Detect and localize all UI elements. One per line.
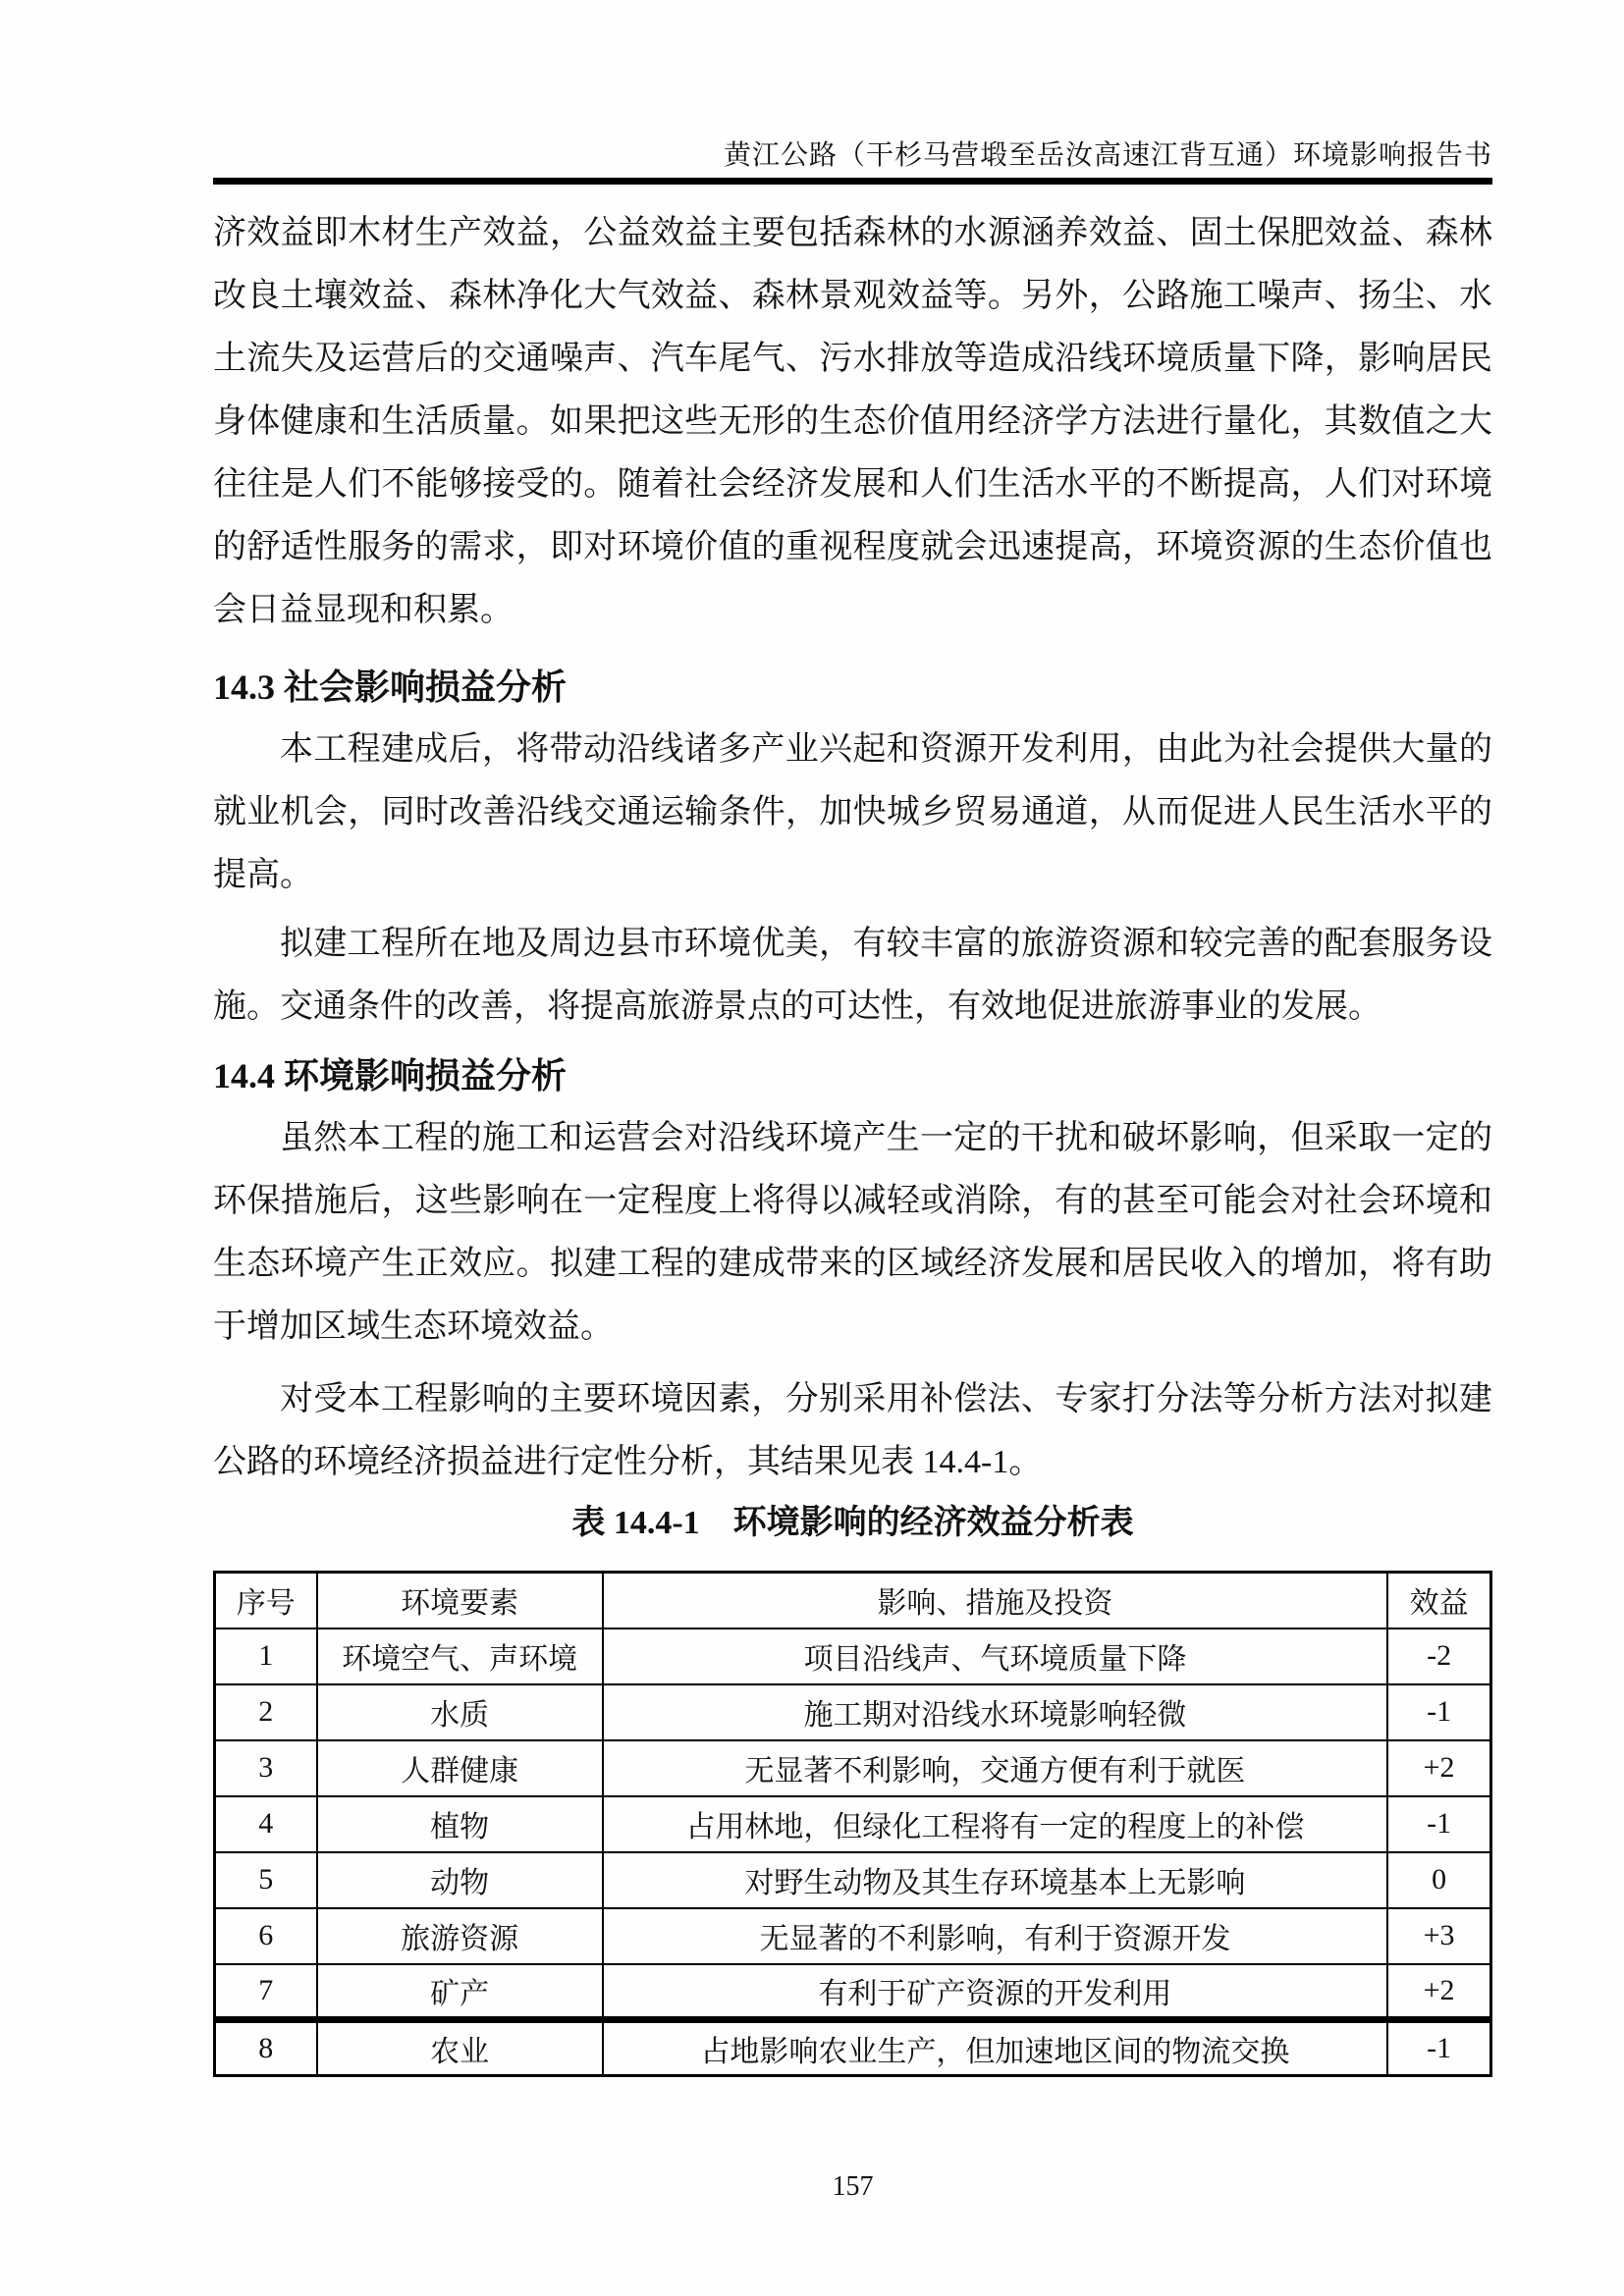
cell-impact: 项目沿线声、气环境质量下降 (603, 1629, 1388, 1684)
cell-factor: 旅游资源 (317, 1908, 603, 1964)
header-divider-rule (213, 178, 1492, 185)
section-14-4-paragraph-2: 对受本工程影响的主要环境因素，分别采用补偿法、专家打分法等分析方法对拟建公路的环境经济损益进行定性分析，其结果见表 14.4-1。 (213, 1381, 1492, 1480)
table-title: 表 14.4-1 环境影响的经济效益分析表 (571, 1505, 1134, 1541)
page-footer (213, 2171, 1492, 2203)
cell-benefit: -1 (1387, 1684, 1490, 1740)
header-cell-no: 序号 (215, 1573, 317, 1629)
paragraph-continuation: 济效益即木材生产效益，公益效益主要包括森林的水源涵养效益、固土保肥效益、森林改良土壤效益、森林净化大气效益、森林景观效益等。另外，公路施工噪声、扬尘、水土流失及运营后的交通噪声、汽车尾气、污水排放等造成沿线环境质量下降，影响居民身体健康和生活质量。如果把这些无形的生态价值用经济学方法进行量化，其数值之大往往是人们不能够接受的。随着社会经济发展和人们生活水平的不断提高，人们对环境的舒适性服务的需求，即对环境价值的重视程度就会迅速提高，环境资源的生态价值也会日益显现和积累。 (213, 215, 1492, 628)
table-row (215, 1684, 1491, 1740)
table-row (215, 1852, 1491, 1908)
cell-benefit: +2 (1387, 1740, 1490, 1796)
cell-factor: 人群健康 (317, 1740, 603, 1796)
economic-benefit-analysis-table (213, 1571, 1492, 2077)
cell-impact: 施工期对沿线水环境影响轻微 (603, 1684, 1388, 1740)
header-cell-impact: 影响、措施及投资 (603, 1573, 1388, 1629)
cell-no: 5 (215, 1852, 317, 1908)
cell-benefit: -2 (1387, 1629, 1490, 1684)
cell-no: 6 (215, 1908, 317, 1964)
report-header-title: 黄江公路（干杉马营塅至岳汝高速江背互通）环境影响报告书 (723, 140, 1492, 171)
cell-no: 1 (215, 1629, 317, 1684)
cell-impact: 有利于矿产资源的开发利用 (603, 1964, 1388, 2020)
cell-no: 8 (215, 2020, 317, 2076)
section-heading-14-3: 14.3 社会影响损益分析 (213, 667, 568, 707)
table-row (215, 1964, 1491, 2020)
cell-impact: 无显著不利影响，交通方便有利于就医 (603, 1740, 1388, 1796)
cell-benefit: +2 (1387, 1964, 1490, 2020)
cell-benefit: -1 (1387, 1796, 1490, 1852)
section-14-3-paragraph-1: 本工程建成后，将带动沿线诸多产业兴起和资源开发利用，由此为社会提供大量的就业机会，同时改善沿线交通运输条件，加快城乡贸易通道，从而促进人民生活水平的提高。 (213, 731, 1492, 893)
cell-factor: 农业 (317, 2020, 603, 2076)
cell-factor: 植物 (317, 1796, 603, 1852)
cell-factor: 环境空气、声环境 (317, 1629, 603, 1684)
page-header (213, 0, 1492, 175)
cell-impact: 占用林地，但绿化工程将有一定的程度上的补偿 (603, 1796, 1388, 1852)
section-14-3-paragraph-2: 拟建工程所在地及周边县市环境优美，有较丰富的旅游资源和较完善的配套服务设施。交通条件的改善，将提高旅游景点的可达性，有效地促进旅游事业的发展。 (213, 926, 1492, 1025)
table-row (215, 1796, 1491, 1852)
cell-factor: 动物 (317, 1852, 603, 1908)
cell-no: 3 (215, 1740, 317, 1796)
table-row (215, 2020, 1491, 2076)
header-cell-benefit: 效益 (1387, 1573, 1490, 1629)
header-cell-factor: 环境要素 (317, 1573, 603, 1629)
cell-benefit: 0 (1387, 1852, 1490, 1908)
cell-impact: 无显著的不利影响，有利于资源开发 (603, 1908, 1388, 1964)
table-header-row (215, 1573, 1491, 1629)
cell-no: 2 (215, 1684, 317, 1740)
section-14-4-paragraph-1: 虽然本工程的施工和运营会对沿线环境产生一定的干扰和破坏影响，但采取一定的环保措施后，这些影响在一定程度上将得以减轻或消除，有的甚至可能会对社会环境和生态环境产生正效应。拟建工程的建成带来的区域经济发展和居民收入的增加，将有助于增加区域生态环境效益。 (213, 1120, 1492, 1345)
cell-factor: 水质 (317, 1684, 603, 1740)
page-number: 157 (832, 2171, 874, 2202)
table-row (215, 1629, 1491, 1684)
section-heading-14-4: 14.4 环境影响损益分析 (213, 1056, 568, 1095)
table-row (215, 1908, 1491, 1964)
table-row (215, 1740, 1491, 1796)
cell-impact: 占地影响农业生产，但加速地区间的物流交换 (603, 2020, 1388, 2076)
cell-benefit: -1 (1387, 2020, 1490, 2076)
cell-impact: 对野生动物及其生存环境基本上无影响 (603, 1852, 1388, 1908)
cell-factor: 矿产 (317, 1964, 603, 2020)
cell-benefit: +3 (1387, 1908, 1490, 1964)
cell-no: 7 (215, 1964, 317, 2020)
cell-no: 4 (215, 1796, 317, 1852)
